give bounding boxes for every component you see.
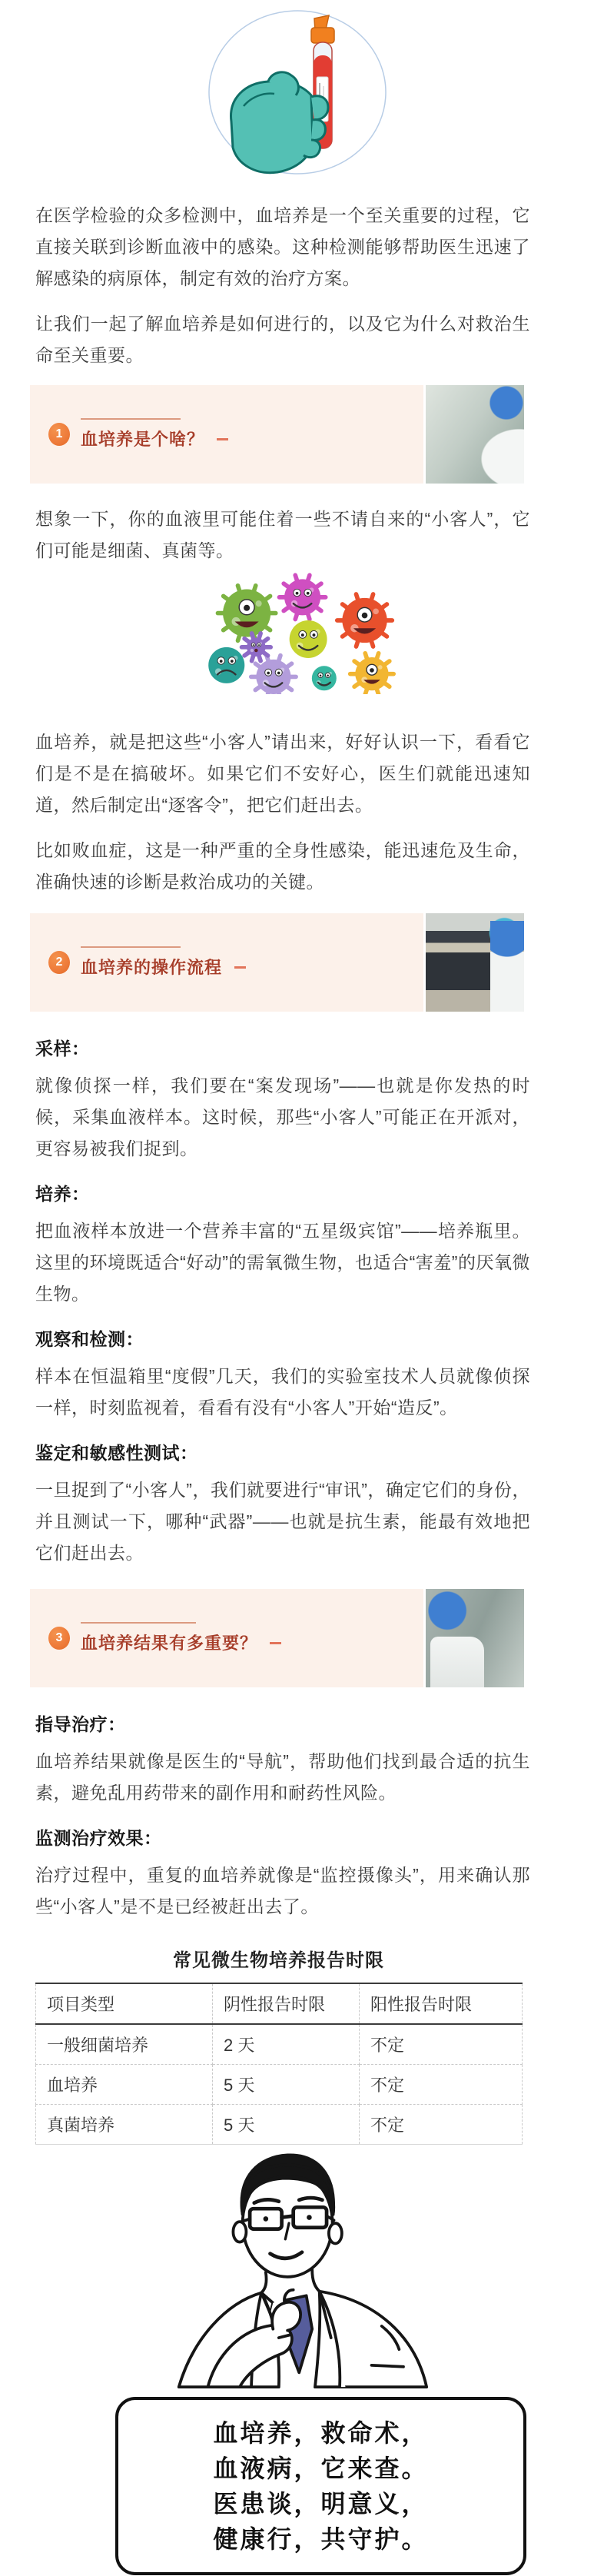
section1-paragraph-3: 比如败血症，这是一种严重的全身性感染，能迅速危及生命，准确快速的诊断是救治成功的关键。 — [35, 840, 530, 892]
cell-item: 真菌培养 — [36, 2105, 213, 2145]
step-heading-observation: 观察和检测： — [35, 1329, 144, 1349]
germs-illustration — [167, 571, 428, 694]
section2-instrument-photo — [426, 913, 524, 1012]
cell-item: 一般细菌培养 — [36, 2024, 213, 2065]
title-underline-decoration — [81, 946, 181, 948]
section2-title: 血培养的操作流程 — [81, 958, 223, 977]
cell-positive: 不定 — [360, 2065, 523, 2105]
summary-rhyme-box — [115, 2397, 526, 2575]
step-heading-monitor-effect: 监测治疗效果： — [35, 1828, 162, 1848]
section1-paragraph-1: 想象一下，你的血液里可能住着一些不请自来的“小客人”，它们可能是细菌、真菌等。 — [35, 509, 530, 560]
table-row — [36, 2105, 523, 2145]
intro-paragraph-1: 在医学检验的众多检测中，血培养是一个至关重要的过程，它直接关联到诊断血液中的感染。这种检测能够帮助医生迅速了解感染的病原体，制定有效的治疗方案。 — [35, 205, 530, 288]
intro-paragraph-2: 让我们一起了解血培养是如何进行的，以及它为什么对救治生命至关重要。 — [35, 314, 530, 365]
title-dash — [270, 1642, 281, 1644]
step-body-culture: 把血液样本放进一个营养丰富的“五星级宾馆”——培养瓶里。这里的环境既适合“好动”的需氧微生物，也适合“害羞”的厌氧微生物。 — [35, 1221, 530, 1304]
thinking-doctor-illustration — [164, 2148, 440, 2401]
col-header-positive-time: 阳性报告时限 — [360, 1983, 523, 2024]
section3-lab-photo — [426, 1589, 524, 1687]
rhyme-line-3: 医患谈，明意义， — [213, 2490, 429, 2518]
rhyme-line-4: 健康行，共守护。 — [213, 2525, 429, 2553]
step-body-monitor-effect: 治疗过程中，重复的血培养就像是“监控摄像头”，用来确认那些“小客人”是不是已经被赶出去了。 — [35, 1865, 530, 1916]
section3-title: 血培养结果有多重要？ — [81, 1634, 258, 1653]
section1-panel — [30, 385, 423, 484]
cartoon-microbes-icon — [167, 571, 428, 694]
table-header-row — [36, 1983, 523, 2024]
step-heading-sampling: 采样： — [35, 1039, 90, 1059]
title-dash — [234, 966, 246, 969]
step-body-sampling: 就像侦探一样，我们要在“案发现场”——也就是你发热的时候，采集血液样本。这时候，那些“小客人”可能正在开派对，更容易被我们捉到。 — [35, 1075, 530, 1158]
cell-positive: 不定 — [360, 2105, 523, 2145]
section2-number-badge: 2 — [48, 951, 70, 974]
hero-blood-tube-illustration — [197, 6, 397, 181]
section1-title: 血培养是个啥？ — [81, 430, 205, 449]
section2-banner — [30, 913, 594, 1012]
step-body-observation: 样本在恒温箱里“度假”几天，我们的实验室技术人员就像侦探一样，时刻监视着，看看有没有“小客人”开始“造反”。 — [35, 1366, 530, 1418]
table-title: 常见微生物培养报告时限 — [173, 1950, 384, 1971]
col-header-negative-time: 阴性报告时限 — [213, 1983, 360, 2024]
section3-number-badge: 3 — [48, 1627, 70, 1650]
step-heading-culture: 培养： — [35, 1184, 90, 1204]
title-dash — [217, 438, 228, 440]
step-heading-guide-treatment: 指导治疗： — [35, 1714, 126, 1734]
table-row — [36, 2065, 523, 2105]
rhyme-line-1: 血培养，救命术， — [213, 2419, 429, 2447]
title-underline-decoration — [81, 1622, 196, 1624]
blood-tube-in-hand-icon — [197, 6, 397, 181]
cell-negative: 5 天 — [213, 2105, 360, 2145]
report-time-table — [35, 1983, 523, 2145]
cell-negative: 5 天 — [213, 2065, 360, 2105]
section1-banner — [30, 385, 594, 484]
section1-paragraph-2: 血培养，就是把这些“小客人”请出来，好好认识一下，看看它们是不是在搞破坏。如果它们不安好心，医生们就能迅速知道，然后制定出“逐客令”，把它们赶出去。 — [35, 732, 530, 815]
cell-item: 血培养 — [36, 2065, 213, 2105]
table-row — [36, 2024, 523, 2065]
step-body-identification: 一旦捉到了“小客人”，我们就要进行“审讯”，确定它们的身份，并且测试一下，哪种“武器”——也就是抗生素，能最有效地把它们赶出去。 — [35, 1480, 530, 1563]
section1-lab-photo — [426, 385, 524, 484]
title-underline-decoration — [81, 418, 181, 420]
step-body-guide-treatment: 血培养结果就像是医生的“导航”，帮助他们找到最合适的抗生素，避免乱用药带来的副作用和耐药性风险。 — [35, 1751, 530, 1803]
section3-banner — [30, 1589, 594, 1687]
section3-panel — [30, 1589, 423, 1687]
cell-negative: 2 天 — [213, 2024, 360, 2065]
rhyme-line-2: 血液病，它来查。 — [213, 2455, 429, 2482]
cell-positive: 不定 — [360, 2024, 523, 2065]
section1-number-badge: 1 — [48, 423, 70, 446]
col-header-item-type: 项目类型 — [36, 1983, 213, 2024]
step-heading-identification: 鉴定和敏感性测试： — [35, 1443, 198, 1463]
section2-panel — [30, 913, 423, 1012]
